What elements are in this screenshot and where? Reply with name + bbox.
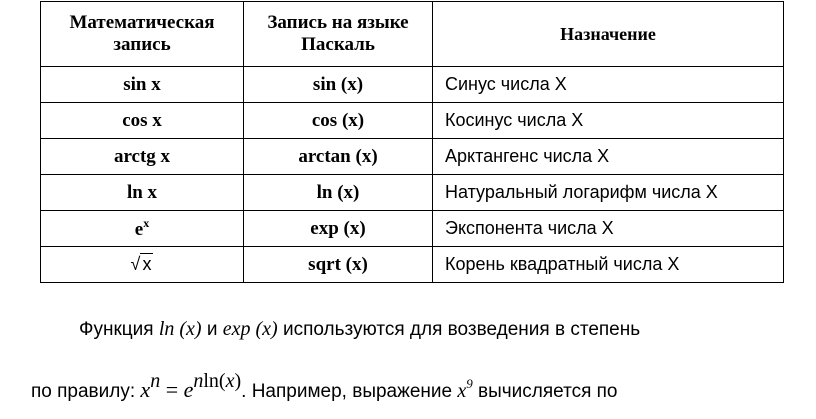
table-row	[41, 139, 784, 175]
desc-cell: Корень квадратный числа Х	[433, 247, 784, 283]
example-power-9: 9	[466, 376, 473, 391]
formula-close-paren: )	[234, 370, 242, 392]
desc-cell: Косинус числа Х	[433, 103, 784, 139]
example-x: x	[457, 380, 467, 402]
math-cell: arctg x	[41, 139, 244, 175]
text-run: используются для возведения в степень	[277, 319, 641, 340]
math-cell: cos x	[41, 103, 244, 139]
pascal-cell: ln (x)	[244, 175, 433, 211]
function-ln: ln (x)	[158, 318, 202, 340]
pascal-cell: sin (x)	[244, 67, 433, 103]
text-run: по правилу:	[31, 381, 141, 402]
text-run: Функция	[79, 319, 159, 340]
math-cell	[41, 211, 244, 247]
pascal-cell: cos (x)	[244, 103, 433, 139]
pascal-cell: arctan (x)	[244, 139, 433, 175]
header-math-notation: Математическая запись	[41, 2, 244, 67]
paragraph-line-1	[79, 318, 816, 341]
power-formula	[140, 370, 242, 402]
formula-equals: =	[160, 377, 184, 402]
header-purpose: Назначение	[433, 2, 784, 67]
table-row	[41, 211, 784, 247]
formula-n: n	[193, 370, 204, 392]
desc-cell: Синус числа Х	[433, 67, 784, 103]
math-cell: ln x	[41, 175, 244, 211]
table-row	[41, 247, 784, 283]
formula-exponent-expression	[193, 370, 241, 392]
table-header-row	[41, 2, 784, 67]
exp-base: e	[134, 219, 144, 240]
desc-cell: Экспонента числа Х	[433, 211, 784, 247]
header-pascal-notation: Запись на языке Паскаль	[244, 2, 433, 67]
exp-superscript: x	[143, 216, 150, 230]
pascal-cell: sqrt (x)	[244, 247, 433, 283]
functions-table	[40, 1, 784, 283]
desc-cell: Натуральный логарифм числа Х	[433, 175, 784, 211]
math-cell	[41, 247, 244, 283]
formula-ln: ln(	[203, 370, 226, 392]
desc-cell: Арктангенс числа Х	[433, 139, 784, 175]
formula-e: e	[183, 377, 194, 402]
function-exp: exp (x)	[222, 318, 278, 340]
formula-exponent: n	[150, 370, 161, 392]
table-row	[41, 103, 784, 139]
math-cell: sin x	[41, 67, 244, 103]
pascal-cell: exp (x)	[244, 211, 433, 247]
text-run: . Например, выражение	[241, 381, 458, 402]
sqrt-radicand: x	[142, 254, 152, 274]
text-run: вычисляется по	[472, 381, 618, 402]
sqrt-symbol: √ x	[130, 254, 152, 274]
paragraph-line-2	[31, 370, 816, 403]
table-row	[41, 67, 784, 103]
formula-x-arg: x	[225, 370, 235, 392]
table-row	[41, 175, 784, 211]
text-run: и	[201, 319, 223, 340]
formula-x: x	[140, 377, 151, 402]
